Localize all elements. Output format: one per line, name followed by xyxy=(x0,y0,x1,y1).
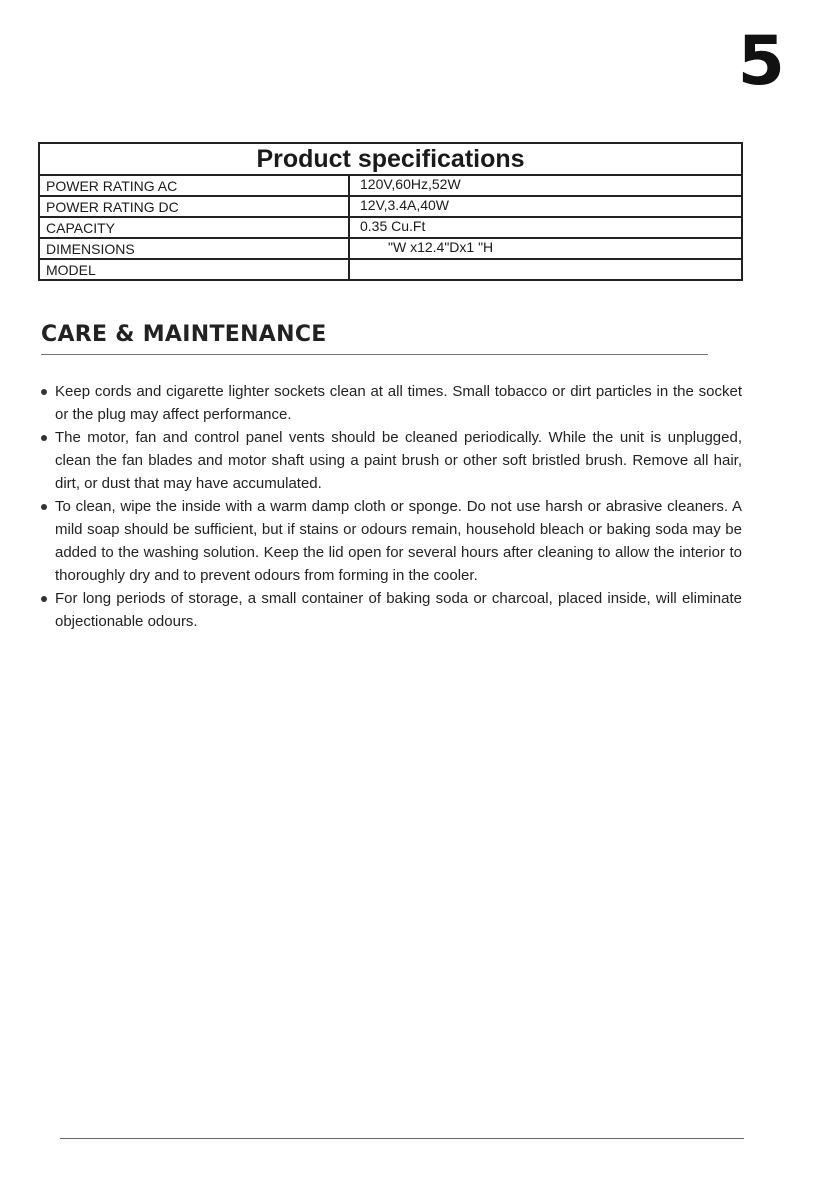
bullet-icon xyxy=(41,596,47,602)
list-item xyxy=(41,495,742,587)
list-item-text: To clean, wipe the inside with a warm damp cloth or sponge. Do not use harsh or abrasive cleaners. A mild soap should be sufficient, but if stains or odours remain, household bleach or baking soda may be added to the washing solution. Keep the lid open for several hours after cleaning to allow the interior to thoroughly dry and to prevent odours from forming in the cooler. xyxy=(55,498,742,584)
list-item xyxy=(41,587,742,633)
spec-label: POWER RATING DC xyxy=(39,196,349,217)
list-item xyxy=(41,426,742,495)
table-row xyxy=(39,175,742,196)
spec-label: CAPACITY xyxy=(39,217,349,238)
spec-label: MODEL xyxy=(39,259,349,280)
page-number: 5 xyxy=(737,22,785,101)
table-row xyxy=(39,259,742,280)
table-row xyxy=(39,196,742,217)
list-item-text: Keep cords and cigarette lighter sockets clean at all times. Small tobacco or dirt particles in the socket or the plug may affect performance. xyxy=(55,383,742,423)
spec-value: "W x12.4"Dx1 "H xyxy=(349,238,742,259)
spec-value: 12V,3.4A,40W xyxy=(349,196,742,217)
spec-value: 0.35 Cu.Ft xyxy=(349,217,742,238)
list-item xyxy=(41,380,742,426)
spec-value xyxy=(349,259,742,280)
product-specifications-table xyxy=(38,142,743,281)
table-row xyxy=(39,217,742,238)
list-item-text: The motor, fan and control panel vents should be cleaned periodically. While the unit is unplugged, clean the fan blades and motor shaft using a paint brush or other soft bristled brush. Remove all hair, dirt, or dust that may have accumulated. xyxy=(55,429,742,492)
bullet-icon xyxy=(41,435,47,441)
table-row xyxy=(39,238,742,259)
table-header-row xyxy=(39,143,742,175)
specifications-title: Product specifications xyxy=(39,143,742,175)
list-item-text: For long periods of storage, a small container of baking soda or charcoal, placed inside, will eliminate objectionable odours. xyxy=(55,590,742,630)
spec-label: POWER RATING AC xyxy=(39,175,349,196)
care-maintenance-list xyxy=(41,380,742,633)
bullet-icon xyxy=(41,504,47,510)
section-divider xyxy=(41,354,708,355)
bullet-icon xyxy=(41,389,47,395)
spec-label: DIMENSIONS xyxy=(39,238,349,259)
care-maintenance-heading: CARE & MAINTENANCE xyxy=(41,322,327,347)
footer-divider xyxy=(60,1138,744,1139)
spec-value: 120V,60Hz,52W xyxy=(349,175,742,196)
